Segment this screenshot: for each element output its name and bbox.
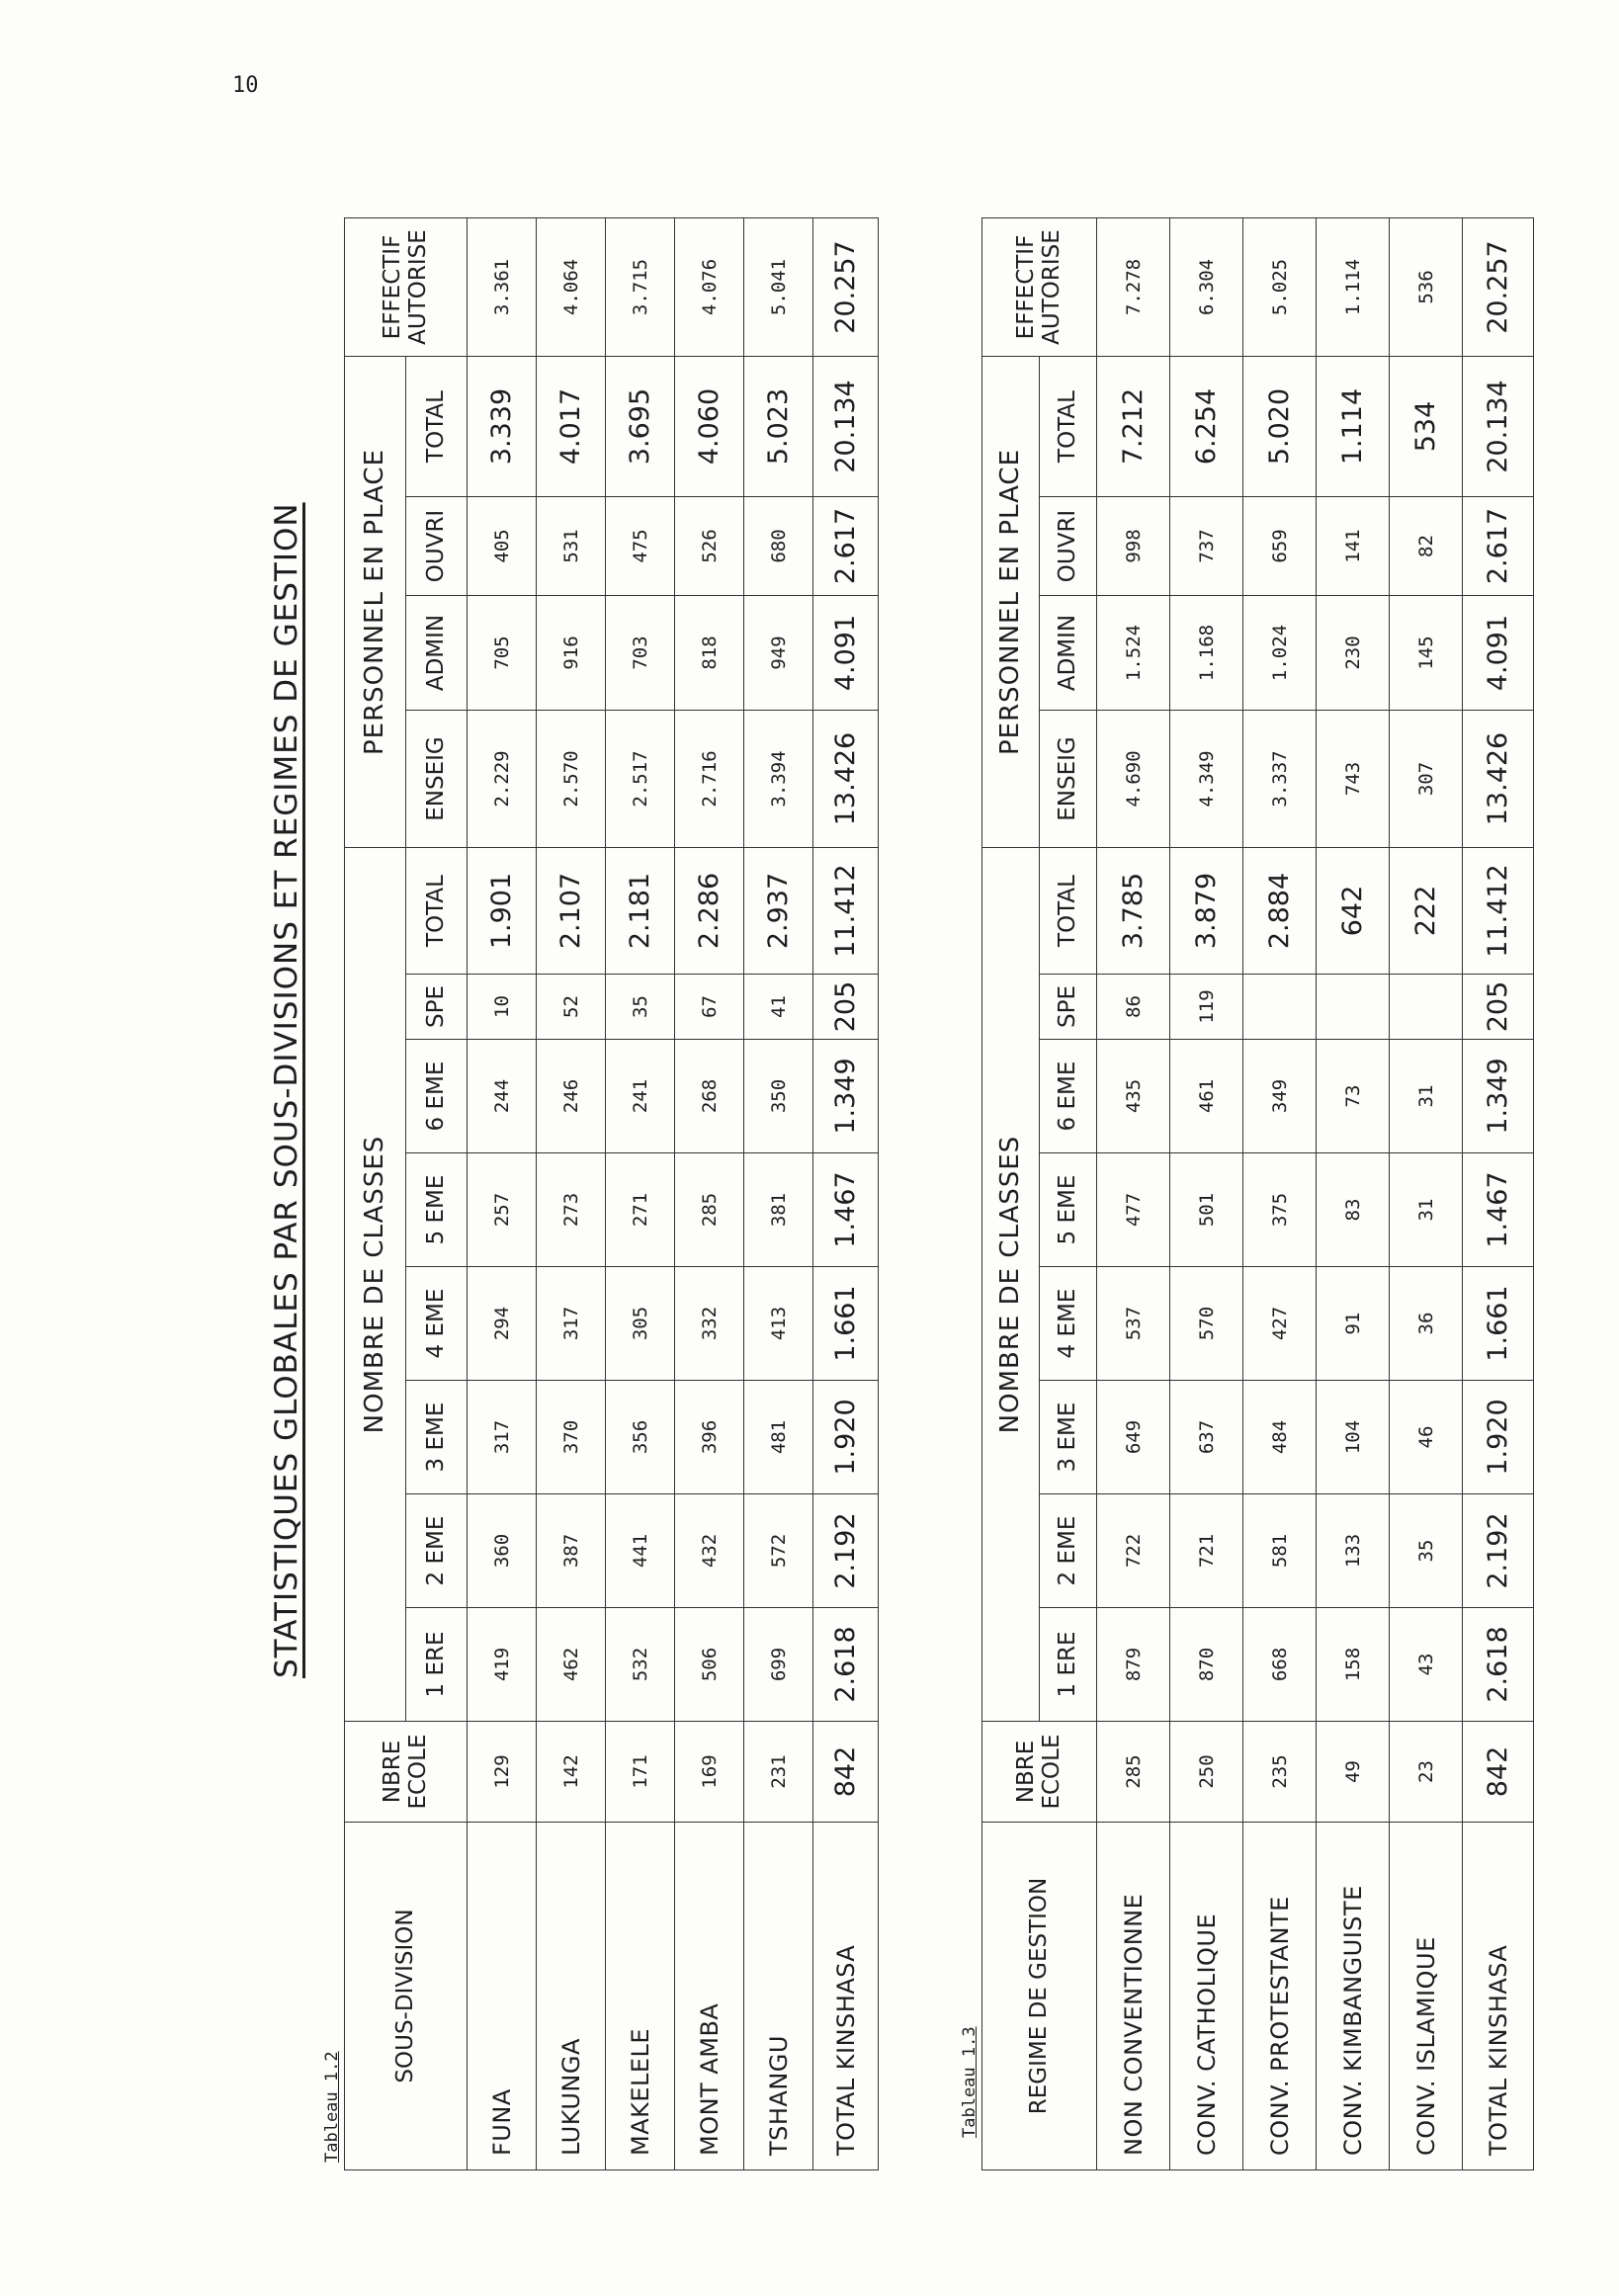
cell-c6: 246	[537, 1040, 606, 1153]
cell-eff: 5.041	[744, 218, 813, 357]
class-column-header: 4 EME	[406, 1267, 468, 1381]
statistics-table-regime-gestion	[981, 217, 1534, 2170]
total-row	[1463, 218, 1534, 2170]
cell-c1: 532	[606, 1608, 675, 1722]
cell-c3: 649	[1097, 1381, 1170, 1494]
cell-ecole: 142	[537, 1722, 606, 1823]
cell-ouv: 998	[1097, 497, 1170, 596]
cell-ptot: 6.254	[1170, 357, 1243, 497]
row-label: CONV. KIMBANGUISTE	[1317, 1823, 1390, 2170]
table-label: Tableau 1.2	[322, 2051, 342, 2163]
cell-spe	[1317, 975, 1390, 1040]
cell-eff: 1.114	[1317, 218, 1390, 357]
cell-c1: 2.618	[1463, 1608, 1534, 1722]
class-column-header: TOTAL	[1040, 848, 1097, 975]
cell-eff: 536	[1390, 218, 1463, 357]
cell-ecole: 129	[468, 1722, 537, 1823]
personnel-column-header: ADMIN	[1040, 596, 1097, 711]
cell-c6: 435	[1097, 1040, 1170, 1153]
cell-ouv: 680	[744, 497, 813, 596]
cell-ens: 4.690	[1097, 711, 1170, 848]
cell-c4: 413	[744, 1267, 813, 1381]
cell-ens: 2.229	[468, 711, 537, 848]
personnel-column-header: ENSEIG	[406, 711, 468, 848]
cell-ecole: 23	[1390, 1722, 1463, 1823]
cell-c5: 1.467	[813, 1153, 879, 1267]
effectif-autorise-header: EFFECTIF AUTORISE	[982, 218, 1097, 357]
cell-ctot: 2.937	[744, 848, 813, 975]
table-row	[1170, 218, 1243, 2170]
cell-eff: 20.257	[1463, 218, 1534, 357]
cell-c2: 133	[1317, 1494, 1390, 1608]
cell-ecole: 285	[1097, 1722, 1170, 1823]
cell-spe: 41	[744, 975, 813, 1040]
cell-c2: 432	[675, 1494, 744, 1608]
cell-spe: 86	[1097, 975, 1170, 1040]
cell-spe	[1390, 975, 1463, 1040]
nbre-ecole-header: NBRE ECOLE	[982, 1722, 1097, 1823]
cell-spe: 67	[675, 975, 744, 1040]
cell-eff: 3.361	[468, 218, 537, 357]
cell-ouv: 2.617	[1463, 497, 1534, 596]
cell-ens: 2.570	[537, 711, 606, 848]
table-label: Tableau 1.3	[960, 2026, 980, 2138]
cell-c1: 43	[1390, 1608, 1463, 1722]
cell-c5: 31	[1390, 1153, 1463, 1267]
nombre-de-classes-header: NOMBRE DE CLASSES	[982, 848, 1040, 1722]
cell-spe: 205	[813, 975, 879, 1040]
cell-c1: 870	[1170, 1608, 1243, 1722]
cell-ecole: 842	[813, 1722, 879, 1823]
cell-c3: 481	[744, 1381, 813, 1494]
cell-c4: 36	[1390, 1267, 1463, 1381]
cell-ptot: 4.060	[675, 357, 744, 497]
nbre-ecole-header-line2: ECOLE	[1038, 1734, 1065, 1810]
cell-ouv: 737	[1170, 497, 1243, 596]
cell-c2: 441	[606, 1494, 675, 1608]
cell-adm: 4.091	[1463, 596, 1534, 711]
effectif-autorise-header-line2: AUTORISE	[404, 229, 431, 345]
cell-adm: 1.524	[1097, 596, 1170, 711]
row-label: LUKUNGA	[537, 1823, 606, 2170]
cell-adm: 916	[537, 596, 606, 711]
cell-c2: 360	[468, 1494, 537, 1608]
cell-c6: 241	[606, 1040, 675, 1153]
cell-ouv: 2.617	[813, 497, 879, 596]
cell-ptot: 5.020	[1243, 357, 1317, 497]
cell-ctot: 222	[1390, 848, 1463, 975]
cell-ecole: 169	[675, 1722, 744, 1823]
nbre-ecole-header: NBRE ECOLE	[345, 1722, 468, 1823]
row-label: CONV. PROTESTANTE	[1243, 1823, 1317, 2170]
cell-ecole: 235	[1243, 1722, 1317, 1823]
cell-eff: 6.304	[1170, 218, 1243, 357]
first-column-header: REGIME DE GESTION	[982, 1823, 1097, 2170]
cell-c5: 257	[468, 1153, 537, 1267]
cell-ecole: 171	[606, 1722, 675, 1823]
class-column-header: 6 EME	[1040, 1040, 1097, 1153]
cell-c3: 370	[537, 1381, 606, 1494]
personnel-column-header: ADMIN	[406, 596, 468, 711]
cell-c3: 104	[1317, 1381, 1390, 1494]
cell-adm: 4.091	[813, 596, 879, 711]
cell-c6: 268	[675, 1040, 744, 1153]
cell-c3: 1.920	[813, 1381, 879, 1494]
header-row	[982, 218, 1040, 2170]
cell-c2: 35	[1390, 1494, 1463, 1608]
cell-c1: 158	[1317, 1608, 1390, 1722]
cell-ouv: 82	[1390, 497, 1463, 596]
cell-ptot: 3.695	[606, 357, 675, 497]
cell-spe: 10	[468, 975, 537, 1040]
cell-ens: 743	[1317, 711, 1390, 848]
cell-c4: 332	[675, 1267, 744, 1381]
personnel-column-header: TOTAL	[406, 357, 468, 497]
cell-c2: 2.192	[1463, 1494, 1534, 1608]
class-column-header: 1 ERE	[1040, 1608, 1097, 1722]
cell-c4: 317	[537, 1267, 606, 1381]
cell-c1: 699	[744, 1608, 813, 1722]
cell-adm: 1.168	[1170, 596, 1243, 711]
class-column-header: 2 EME	[406, 1494, 468, 1608]
cell-c3: 637	[1170, 1381, 1243, 1494]
cell-ctot: 642	[1317, 848, 1390, 975]
class-column-header: 6 EME	[406, 1040, 468, 1153]
nombre-de-classes-header: NOMBRE DE CLASSES	[345, 848, 406, 1722]
cell-c1: 462	[537, 1608, 606, 1722]
cell-eff: 5.025	[1243, 218, 1317, 357]
cell-ctot: 2.107	[537, 848, 606, 975]
cell-adm: 145	[1390, 596, 1463, 711]
personnel-column-header: OUVRI	[1040, 497, 1097, 596]
cell-ctot: 3.879	[1170, 848, 1243, 975]
cell-c3: 46	[1390, 1381, 1463, 1494]
cell-c5: 285	[675, 1153, 744, 1267]
personnel-en-place-header: PERSONNEL EN PLACE	[345, 357, 406, 848]
cell-eff: 3.715	[606, 218, 675, 357]
cell-ouv: 531	[537, 497, 606, 596]
cell-adm: 1.024	[1243, 596, 1317, 711]
personnel-column-header: TOTAL	[1040, 357, 1097, 497]
cell-c5: 501	[1170, 1153, 1243, 1267]
cell-ouv: 526	[675, 497, 744, 596]
cell-c6: 1.349	[1463, 1040, 1534, 1153]
cell-c6: 244	[468, 1040, 537, 1153]
cell-c3: 1.920	[1463, 1381, 1534, 1494]
cell-c5: 83	[1317, 1153, 1390, 1267]
cell-c5: 273	[537, 1153, 606, 1267]
cell-c6: 1.349	[813, 1040, 879, 1153]
first-column-header: SOUS-DIVISION	[345, 1823, 468, 2170]
cell-ctot: 2.884	[1243, 848, 1317, 975]
cell-c5: 375	[1243, 1153, 1317, 1267]
cell-ens: 4.349	[1170, 711, 1243, 848]
cell-ecole: 250	[1170, 1722, 1243, 1823]
cell-c3: 356	[606, 1381, 675, 1494]
table-row	[1243, 218, 1317, 2170]
cell-c6: 349	[1243, 1040, 1317, 1153]
cell-c2: 721	[1170, 1494, 1243, 1608]
cell-spe	[1243, 975, 1317, 1040]
cell-c4: 537	[1097, 1267, 1170, 1381]
effectif-autorise-header-line2: AUTORISE	[1038, 229, 1065, 345]
class-column-header: TOTAL	[406, 848, 468, 975]
row-label: TOTAL KINSHASA	[813, 1823, 879, 2170]
cell-ens: 13.426	[813, 711, 879, 848]
table-row	[1390, 218, 1463, 2170]
class-column-header: 5 EME	[1040, 1153, 1097, 1267]
cell-ctot: 2.286	[675, 848, 744, 975]
cell-c1: 879	[1097, 1608, 1170, 1722]
cell-c1: 506	[675, 1608, 744, 1722]
nbre-ecole-header-line2: ECOLE	[404, 1734, 431, 1810]
cell-spe: 35	[606, 975, 675, 1040]
cell-adm: 949	[744, 596, 813, 711]
cell-ptot: 1.114	[1317, 357, 1390, 497]
cell-eff: 4.064	[537, 218, 606, 357]
row-label: CONV. CATHOLIQUE	[1170, 1823, 1243, 2170]
cell-c4: 427	[1243, 1267, 1317, 1381]
class-column-header: 3 EME	[406, 1381, 468, 1494]
cell-ens: 2.716	[675, 711, 744, 848]
cell-ctot: 1.901	[468, 848, 537, 975]
cell-eff: 20.257	[813, 218, 879, 357]
cell-ens: 3.337	[1243, 711, 1317, 848]
cell-spe: 205	[1463, 975, 1534, 1040]
cell-c4: 294	[468, 1267, 537, 1381]
row-label: NON CONVENTIONNE	[1097, 1823, 1170, 2170]
cell-ouv: 405	[468, 497, 537, 596]
page-title: STATISTIQUES GLOBALES PAR SOUS-DIVISIONS ET REGIMES DE GESTION	[269, 502, 304, 1678]
page-number: 10	[232, 73, 259, 98]
cell-c6: 73	[1317, 1040, 1390, 1153]
cell-ctot: 11.412	[813, 848, 879, 975]
cell-spe: 52	[537, 975, 606, 1040]
class-column-header: SPE	[406, 975, 468, 1040]
cell-ecole: 49	[1317, 1722, 1390, 1823]
cell-ptot: 3.339	[468, 357, 537, 497]
cell-c2: 2.192	[813, 1494, 879, 1608]
cell-adm: 818	[675, 596, 744, 711]
cell-ptot: 7.212	[1097, 357, 1170, 497]
cell-ouv: 141	[1317, 497, 1390, 596]
row-label: MONT AMBA	[675, 1823, 744, 2170]
table-row	[1317, 218, 1390, 2170]
cell-c2: 572	[744, 1494, 813, 1608]
cell-c3: 396	[675, 1381, 744, 1494]
cell-c4: 1.661	[1463, 1267, 1534, 1381]
cell-adm: 705	[468, 596, 537, 711]
cell-ptot: 4.017	[537, 357, 606, 497]
class-column-header: 4 EME	[1040, 1267, 1097, 1381]
row-label: CONV. ISLAMIQUE	[1390, 1823, 1463, 2170]
cell-ouv: 659	[1243, 497, 1317, 596]
effectif-autorise-header: EFFECTIF AUTORISE	[345, 218, 468, 357]
cell-ouv: 475	[606, 497, 675, 596]
cell-c4: 570	[1170, 1267, 1243, 1381]
cell-c4: 305	[606, 1267, 675, 1381]
class-column-header: 3 EME	[1040, 1381, 1097, 1494]
cell-c2: 581	[1243, 1494, 1317, 1608]
cell-c6: 461	[1170, 1040, 1243, 1153]
cell-c4: 91	[1317, 1267, 1390, 1381]
personnel-column-header: OUVRI	[406, 497, 468, 596]
cell-c1: 668	[1243, 1608, 1317, 1722]
cell-c6: 350	[744, 1040, 813, 1153]
cell-adm: 230	[1317, 596, 1390, 711]
class-column-header: 1 ERE	[406, 1608, 468, 1722]
cell-ptot: 20.134	[813, 357, 879, 497]
cell-c2: 722	[1097, 1494, 1170, 1608]
cell-ecole: 231	[744, 1722, 813, 1823]
personnel-column-header: ENSEIG	[1040, 711, 1097, 848]
cell-c2: 387	[537, 1494, 606, 1608]
cell-ptot: 534	[1390, 357, 1463, 497]
class-column-header: 2 EME	[1040, 1494, 1097, 1608]
personnel-en-place-header: PERSONNEL EN PLACE	[982, 357, 1040, 848]
cell-ptot: 20.134	[1463, 357, 1534, 497]
cell-ens: 2.517	[606, 711, 675, 848]
cell-ens: 307	[1390, 711, 1463, 848]
cell-ptot: 5.023	[744, 357, 813, 497]
row-label: TSHANGU	[744, 1823, 813, 2170]
cell-c1: 2.618	[813, 1608, 879, 1722]
cell-c1: 419	[468, 1608, 537, 1722]
row-label: MAKELELE	[606, 1823, 675, 2170]
cell-c4: 1.661	[813, 1267, 879, 1381]
class-column-header: SPE	[1040, 975, 1097, 1040]
cell-ens: 13.426	[1463, 711, 1534, 848]
cell-c5: 381	[744, 1153, 813, 1267]
cell-ctot: 11.412	[1463, 848, 1534, 975]
cell-spe: 119	[1170, 975, 1243, 1040]
cell-ctot: 3.785	[1097, 848, 1170, 975]
cell-c5: 477	[1097, 1153, 1170, 1267]
table-row	[1097, 218, 1170, 2170]
cell-adm: 703	[606, 596, 675, 711]
cell-c5: 271	[606, 1153, 675, 1267]
row-label: FUNA	[468, 1823, 537, 2170]
class-column-header: 5 EME	[406, 1153, 468, 1267]
cell-c3: 484	[1243, 1381, 1317, 1494]
cell-c3: 317	[468, 1381, 537, 1494]
cell-eff: 4.076	[675, 218, 744, 357]
cell-c5: 1.467	[1463, 1153, 1534, 1267]
cell-ecole: 842	[1463, 1722, 1534, 1823]
row-label: TOTAL KINSHASA	[1463, 1823, 1534, 2170]
cell-eff: 7.278	[1097, 218, 1170, 357]
cell-ens: 3.394	[744, 711, 813, 848]
cell-c6: 31	[1390, 1040, 1463, 1153]
cell-ctot: 2.181	[606, 848, 675, 975]
